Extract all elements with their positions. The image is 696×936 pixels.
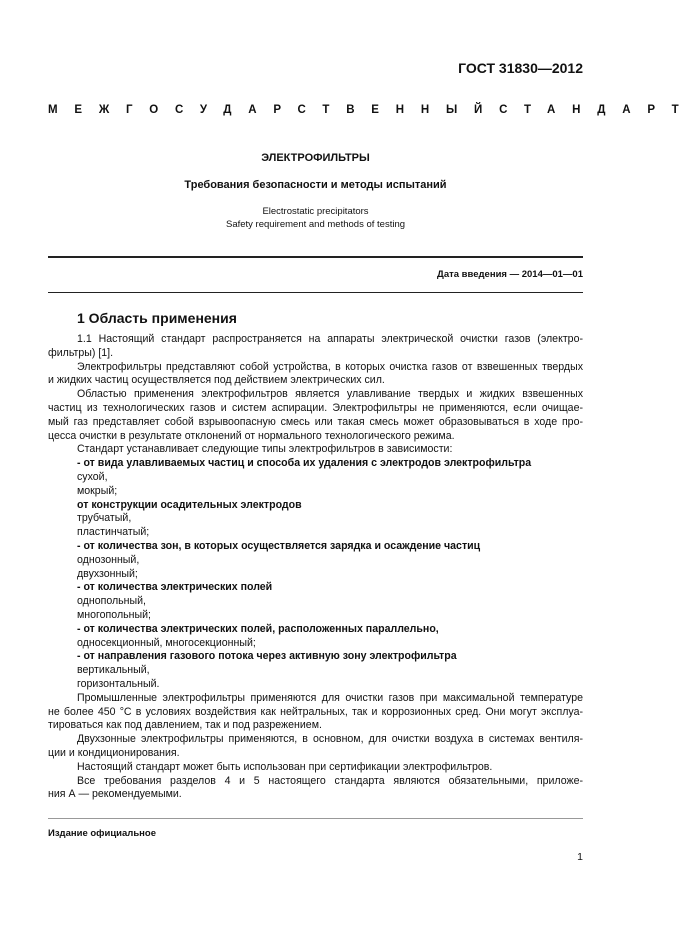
text-line: ции и кондиционирования. — [48, 746, 180, 759]
top-divider — [48, 256, 583, 258]
footer-divider — [48, 818, 583, 819]
text-line: Двухзонные электрофильтры применяются, в основном, для очистки воздуха в системах вентиля- — [77, 733, 583, 746]
text-line: ния А — рекомендуемыми. — [48, 788, 182, 801]
list-item: однопольный, — [77, 595, 147, 608]
list-heading: - от количества электрических полей — [77, 581, 273, 594]
list-heading: - от количества электрических полей, расположенных параллельно, — [77, 622, 439, 635]
list-heading: - от вида улавливаемых частиц и способа их удаления с электродов электрофильтра — [77, 457, 532, 470]
official-edition-label: Издание официальное — [48, 828, 156, 839]
text-line: мый газ представляет собой взрывоопасную смесь или такая смесь может образовываться в ходе про- — [48, 415, 583, 428]
text-line: 1.1 Настоящий стандарт распространяется на аппараты электрической очистки газов (электро- — [77, 333, 583, 345]
page-number: 1 — [577, 851, 583, 863]
text-line: Настоящий стандарт может быть использован при сертификации электрофильтров. — [77, 760, 493, 773]
text-line: фильтры) [1]. — [48, 346, 114, 359]
english-subtitle: Safety requirement and methods of testing — [225, 219, 406, 230]
text-line: Областью применения электрофильтров является улавливание твердых и жидких взвешенных — [77, 388, 583, 401]
list-heading: - от направления газового потока через активную зону электрофильтра — [77, 650, 457, 663]
list-item: пластинчатый; — [77, 526, 150, 539]
text-line: Стандарт устанавливает следующие типы электрофильтров в зависимости: — [77, 443, 453, 456]
text-line: цесса очистки в результате отклонений от нормального технологического режима. — [48, 429, 455, 442]
text-line: Электрофильтры представляют собой устройства, в которых очистка газов от взвешенных твердых — [77, 360, 583, 373]
banner-word-interstate: МЕЖГОСУДАРСТВЕННЫЙ — [48, 104, 500, 116]
list-heading: от конструкции осадительных электродов — [77, 498, 302, 511]
english-title: Electrostatic precipitators — [262, 206, 369, 217]
list-item: однозонный, — [77, 553, 140, 566]
document-title: ЭЛЕКТРОФИЛЬТРЫ — [261, 152, 370, 164]
standard-banner — [48, 104, 696, 116]
standard-code: ГОСТ 31830—2012 — [458, 60, 583, 76]
list-heading: - от количества зон, в которых осуществляется зарядка и осаждение частиц — [77, 539, 481, 552]
list-item: односекционный, многосекционный; — [77, 636, 256, 649]
introduction-date: Дата введения — 2014—01—01 — [437, 269, 583, 280]
section-heading: 1 Область применения — [77, 310, 237, 326]
date-divider — [48, 292, 583, 293]
banner-word-standard: СТАНДАРТ — [499, 104, 696, 116]
text-line: не более 450 °С в условиях воздействия как нейтральных, так и коррозионных сред. Они могут эксплуа- — [48, 705, 583, 718]
document-subtitle: Требования безопасности и методы испытаний — [184, 179, 447, 191]
section-body — [48, 333, 583, 802]
list-item: двухзонный; — [77, 567, 138, 580]
list-item: многопольный; — [77, 608, 151, 621]
text-line: и жидких частиц осуществляется под действием электрических сил. — [48, 374, 385, 387]
list-item: трубчатый, — [77, 512, 132, 525]
text-line: тироваться как под давлением, так и под разрежением. — [48, 719, 322, 732]
list-item: горизонтальный. — [77, 677, 160, 690]
list-item: мокрый; — [77, 484, 118, 497]
list-item: сухой, — [77, 470, 108, 483]
list-item: вертикальный, — [77, 664, 150, 677]
text-line: частиц из технологических газов и систем аспирации. Электрофильтры не применяются, если очищае- — [48, 401, 583, 414]
text-line: Все требования разделов 4 и 5 настоящего стандарта являются обязательными, приложе- — [77, 774, 583, 787]
text-line: Промышленные электрофильтры применяются для очистки газов при максимальной температуре — [77, 691, 583, 704]
